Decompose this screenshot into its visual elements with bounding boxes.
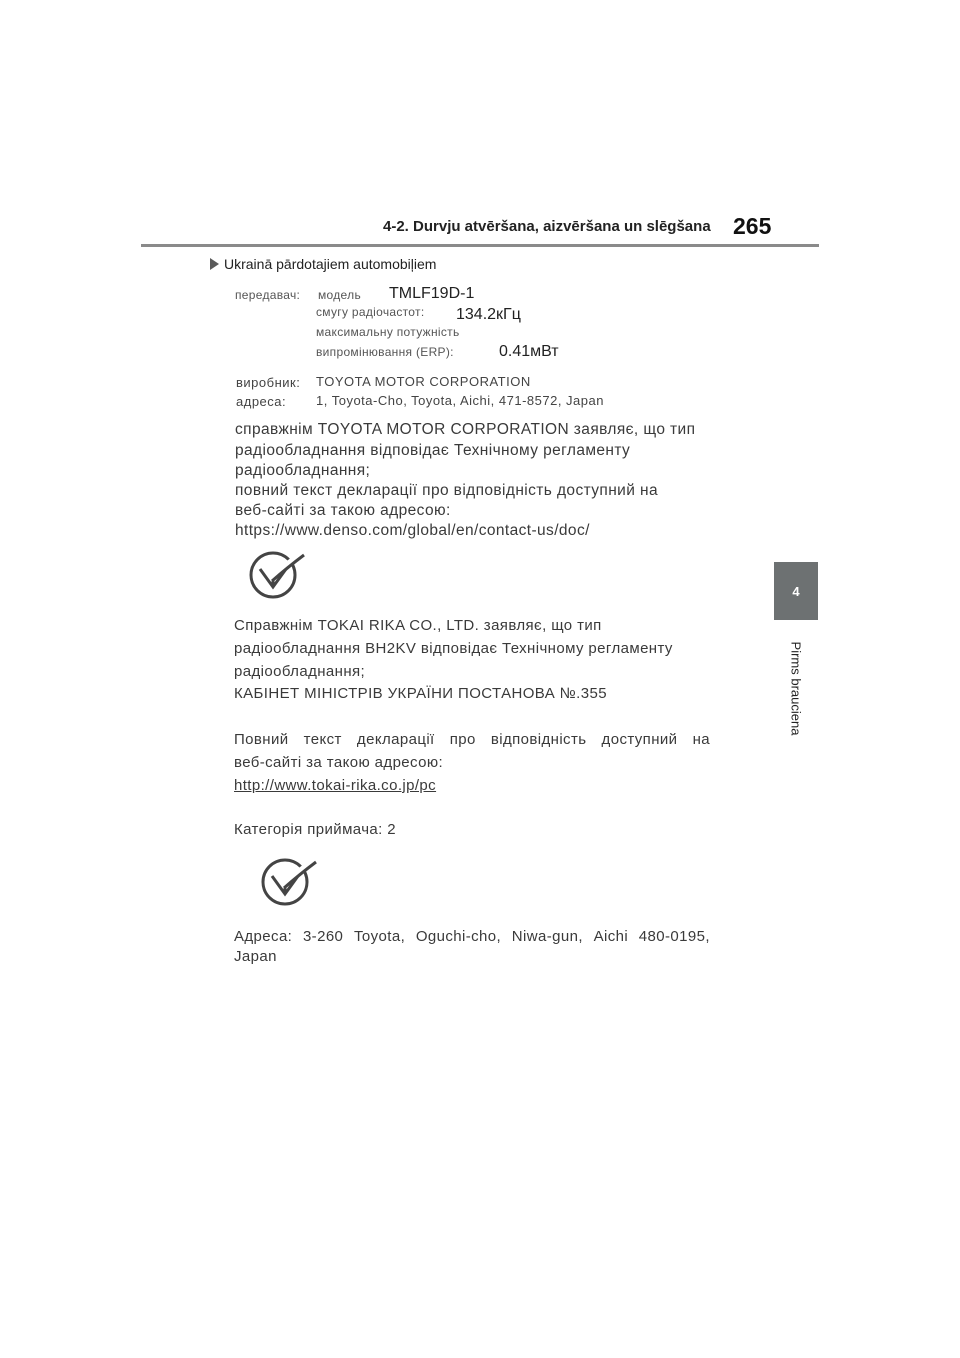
tokai-line-3: радіообладнання;: [234, 663, 366, 680]
word: 3-260: [302, 928, 344, 945]
subsection-heading: [210, 256, 436, 272]
tokai-line-1: Справжнім TOKAI RIKA CO., LTD. заявляє, що тип: [234, 617, 602, 634]
word: доступний: [601, 731, 678, 748]
chapter-title: Pirms brauciena: [788, 641, 804, 735]
model-label: модель: [318, 288, 361, 302]
chapter-label: [779, 632, 813, 744]
word: Повний: [234, 731, 289, 748]
model-value: TMLF19D-1: [389, 285, 475, 302]
receiver-category: Категорія приймача: 2: [234, 821, 397, 838]
tokai-link[interactable]: http://www.tokai-rika.co.jp/pc: [234, 777, 437, 794]
transmitter-label: передавач:: [235, 288, 301, 302]
page-number: 265: [733, 213, 772, 239]
manufacturer-value: TOYOTA MOTOR CORPORATION: [316, 374, 531, 389]
ukrainian-conformity-mark-icon: [246, 547, 308, 603]
denso-doc-url: https://www.denso.com/global/en/contact-us/doc/: [235, 522, 590, 539]
word: декларації: [356, 731, 435, 748]
power-value: 0.41мВт: [499, 343, 559, 360]
section-title: 4-2. Durvju atvēršana, aizvēršana un slēgšana: [383, 218, 711, 235]
word: на: [692, 731, 710, 748]
tokai-address-line-1: [234, 926, 710, 948]
header-divider: [141, 244, 819, 247]
tokai-fulltext-line-1: [234, 729, 710, 751]
address-label: адреса:: [236, 394, 287, 409]
word: Niwa-gun,: [511, 928, 583, 945]
ukrainian-conformity-mark-icon: [258, 854, 320, 910]
chapter-tab[interactable]: [774, 562, 818, 620]
subsection-title: Ukrainā pārdotajiem automobiļiem: [224, 256, 437, 272]
address-value: 1, Toyota-Cho, Toyota, Aichi, 471-8572, Japan: [316, 393, 604, 408]
manufacturer-label: виробник:: [236, 375, 301, 390]
tokai-line-4: КАБІНЕТ МІНІСТРІВ УКРАЇНИ ПОСТАНОВА №.355: [234, 685, 607, 702]
word: Toyota,: [353, 928, 406, 945]
word: текст: [303, 731, 342, 748]
word: відповідність: [490, 731, 587, 748]
word: про: [449, 731, 476, 748]
tokai-line-2: радіообладнання BH2KV відповідає Технічному регламенту: [234, 640, 673, 657]
power-label-2: випромінювання (ERP):: [316, 345, 454, 359]
triangle-bullet-icon: [210, 258, 219, 270]
word: Oguchi-cho,: [415, 928, 502, 945]
tokai-address-line-2: Japan: [234, 948, 277, 965]
word: 480-0195,: [638, 928, 710, 945]
declaration-line-3: радіообладнання;: [235, 462, 371, 479]
declaration-line-2: радіообладнання відповідає Технічному регламенту: [235, 442, 631, 459]
band-label: смугу радіочастот:: [316, 305, 425, 319]
band-value: 134.2кГц: [456, 306, 521, 323]
word: Адреса:: [234, 928, 293, 945]
tokai-fulltext-line-2: веб-сайті за такою адресою:: [234, 754, 444, 771]
word: Aichi: [593, 928, 629, 945]
declaration-line-5: веб-сайті за такою адресою:: [235, 502, 451, 519]
declaration-line-4: повний текст декларації про відповідність доступний на: [235, 482, 658, 499]
chapter-number: 4: [792, 583, 800, 599]
declaration-line-1: справжнім TOYOTA MOTOR CORPORATION заявляє, що тип: [235, 421, 696, 438]
power-label-1: максимальну потужність: [316, 325, 460, 339]
